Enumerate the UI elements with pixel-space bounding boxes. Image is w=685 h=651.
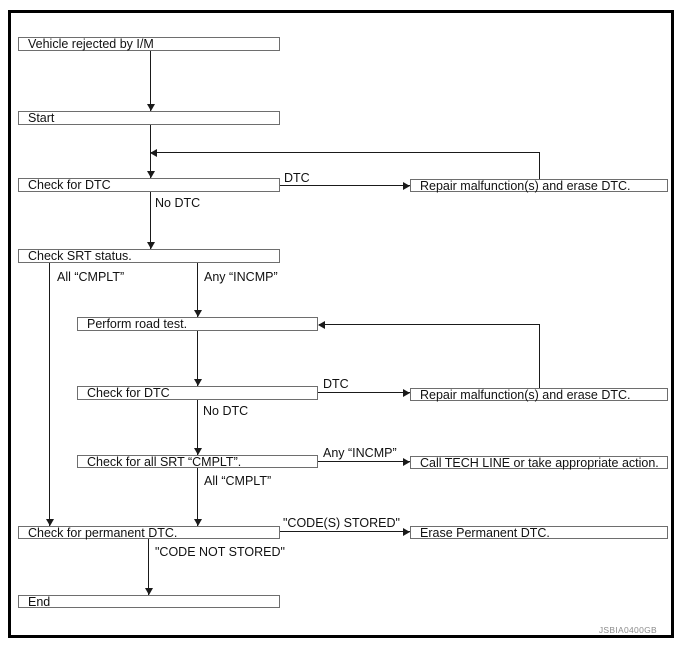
node-vehicle-rejected-by-im	[18, 37, 280, 51]
node-check-for-permanent-dtc	[18, 526, 280, 539]
edge-label-any-incmp-1: Any “INCMP”	[204, 270, 278, 284]
figure-code-label: JSBIA0400GB	[598, 625, 657, 635]
node-check-for-all-srt-cmplt	[77, 455, 318, 468]
node-label: Perform road test.	[87, 317, 188, 331]
edge-label-dtc-1: DTC	[284, 171, 310, 185]
node-label: Vehicle rejected by I/M	[28, 37, 154, 51]
connector-line	[197, 468, 198, 526]
arrowhead-down-icon	[194, 519, 202, 526]
connector-line	[539, 324, 540, 388]
connector-line	[197, 263, 198, 317]
connector-line	[197, 331, 198, 386]
node-label: Check for permanent DTC.	[28, 525, 178, 540]
edge-label-all-cmplt-2: All “CMPLT”	[204, 474, 272, 488]
edge-label-dtc-2: DTC	[323, 377, 349, 391]
edge-label-no-dtc-2: No DTC	[203, 404, 249, 418]
arrowhead-left-icon	[318, 321, 325, 329]
connector-line	[151, 152, 540, 153]
arrowhead-down-icon	[194, 310, 202, 317]
arrowhead-left-icon	[150, 149, 157, 157]
node-label: Call TECH LINE or take appropriate action.	[420, 455, 659, 470]
node-erase-permanent-dtc	[410, 526, 668, 539]
node-label: Erase Permanent DTC.	[420, 525, 550, 540]
node-repair-and-erase-dtc-2	[410, 388, 668, 401]
node-label: Check SRT status.	[28, 249, 132, 263]
node-label: Check for DTC	[87, 386, 170, 400]
connector-line	[150, 50, 151, 111]
connector-line	[150, 192, 151, 249]
node-label: Check for all SRT “CMPLT”.	[87, 454, 242, 469]
node-label: Start	[28, 111, 55, 125]
connector-line	[197, 399, 198, 455]
connector-line	[539, 152, 540, 179]
arrowhead-right-icon	[403, 182, 410, 190]
node-call-tech-line	[410, 456, 668, 469]
connector-line	[148, 539, 149, 595]
node-check-for-dtc-2	[77, 386, 318, 400]
edge-label-codes-stored: "CODE(S) STORED"	[283, 516, 400, 530]
node-label: Repair malfunction(s) and erase DTC.	[420, 178, 631, 193]
node-label: Check for DTC	[28, 178, 111, 192]
edge-label-no-dtc-1: No DTC	[155, 196, 201, 210]
edge-label-all-cmplt-1: All “CMPLT”	[57, 270, 125, 284]
edge-label-code-not-stored: "CODE NOT STORED"	[155, 545, 285, 559]
arrowhead-down-icon	[147, 242, 155, 249]
node-end	[18, 595, 280, 608]
arrowhead-right-icon	[403, 389, 410, 397]
node-check-srt-status	[18, 249, 280, 263]
connector-line	[280, 531, 410, 532]
node-perform-road-test	[77, 317, 318, 331]
arrowhead-right-icon	[403, 458, 410, 466]
node-check-for-dtc-1	[18, 178, 280, 192]
arrowhead-down-icon	[147, 171, 155, 178]
arrowhead-down-icon	[147, 104, 155, 111]
connector-line	[318, 461, 410, 462]
node-repair-and-erase-dtc-1	[410, 179, 668, 192]
arrowhead-down-icon	[194, 379, 202, 386]
node-start	[18, 111, 280, 125]
arrowhead-down-icon	[145, 588, 153, 595]
connector-line	[280, 185, 410, 186]
connector-line	[319, 324, 540, 325]
node-label: Repair malfunction(s) and erase DTC.	[420, 387, 631, 402]
arrowhead-right-icon	[403, 528, 410, 536]
connector-line	[49, 263, 50, 526]
connector-line	[318, 392, 410, 393]
node-label: End	[28, 594, 51, 609]
edge-label-any-incmp-2: Any “INCMP”	[323, 446, 397, 460]
